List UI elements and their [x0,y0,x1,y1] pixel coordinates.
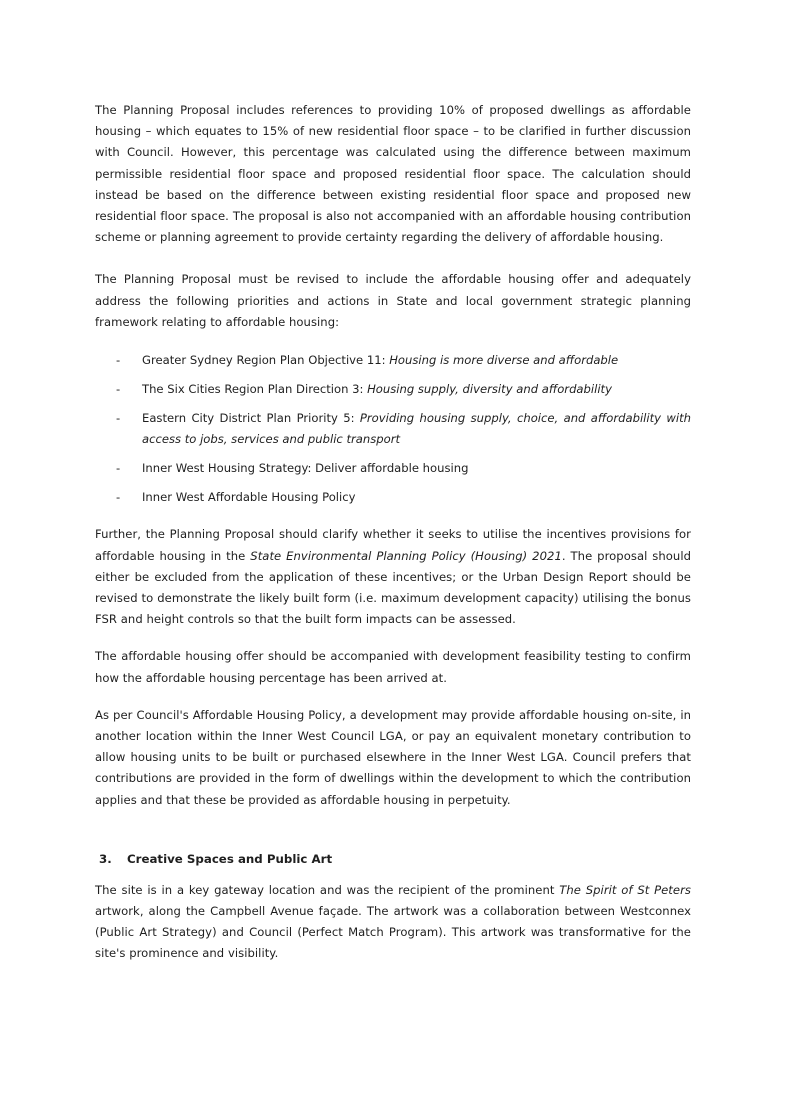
text-run: The site is in a key gateway location and was the recipient of the prominent [95,882,560,897]
paragraph-affordable-housing-reference: The Planning Proposal includes references to providing 10% of proposed dwellings as affordable housing – which equates to 15% of new residential floor space – to be clarified in further discussion with Council. However, this percentage was calculated using the difference between maximum permissible residential floor space and proposed residential floor space. The calculation should instead be based on the difference between existing residential floor space and proposed new residential floor space. The proposal is also not accompanied with an affordable housing contribution scheme or planning agreement to provide certainty regarding the delivery of affordable housing. [95,103,691,245]
dash-marker: - [116,382,121,397]
dash-marker: - [116,490,121,505]
priorities-list [95,350,691,508]
list-item-italic: Housing supply, diversity and affordability [367,382,612,397]
list-item-text: Greater Sydney Region Plan Objective 11: [142,353,390,368]
paragraph-seppp-incentives [95,524,691,630]
paragraph-council-policy: As per Council's Affordable Housing Policy, a development may provide affordable housing on-site, in another location within the Inner West Council LGA, or pay an equivalent monetary contribution to allow housing units to be built or purchased elsewhere in the Inner West LGA. Council prefers that contributions are provided in the form of dwellings within the development to which the contribution applies and that these be provided as affordable housing in perpetuity. [95,707,691,807]
paragraph-feasibility-testing: The affordable housing offer should be accompanied with development feasibility testing to confirm how the affordable housing percentage has been arrived at. [95,649,691,685]
dash-marker: - [116,411,121,426]
list-item [95,487,691,508]
paragraph-site-artwork [95,880,691,965]
dash-marker: - [116,353,121,368]
italic-policy-name: State Environmental Planning Policy (Housing) 2021 [250,548,562,563]
italic-artwork-name: The Spirit of St Peters [559,882,691,897]
dash-marker: - [116,461,121,476]
list-item [95,350,691,371]
list-item-italic: Providing housing supply, choice, and affordability with access to jobs, services and public transport [142,411,691,447]
list-item-text: The Six Cities Region Plan Direction 3: [142,382,368,397]
text-run: Further, the Planning Proposal should clarify whether it seeks to utilise the incentives provisions for affordable housing in the [95,527,691,563]
list-item-text: Inner West Affordable Housing Policy [142,490,356,505]
section-number: 3. [99,851,112,866]
list-item [95,379,691,400]
section-title: Creative Spaces and Public Art [127,851,333,866]
list-item [95,408,691,450]
document-page [95,100,691,965]
section-heading [95,849,691,870]
list-item-text: Eastern City District Plan Priority 5: [142,411,360,426]
paragraph-planning-revision: The Planning Proposal must be revised to include the affordable housing offer and adequately address the following priorities and actions in State and local government strategic planning framework relating to affordable housing: [95,272,691,329]
text-run: . The proposal should either be excluded from the application of these incentives; or the Urban Design Report should be revised to demonstrate the likely built form (i.e. maximum development capacity) utilising the bonus FSR and height controls so that the built form impacts can be assessed. [95,548,692,627]
list-item [95,458,691,479]
list-item-italic: Housing is more diverse and affordable [389,353,619,368]
text-run: artwork, along the Campbell Avenue façade. The artwork was a collaboration between Westconnex (Public Art Strategy) and Council (Perfect Match Program). This artwork was transformative for the site's prominence and visibility. [95,904,691,961]
list-item-text: Inner West Housing Strategy: Deliver affordable housing [142,461,469,476]
